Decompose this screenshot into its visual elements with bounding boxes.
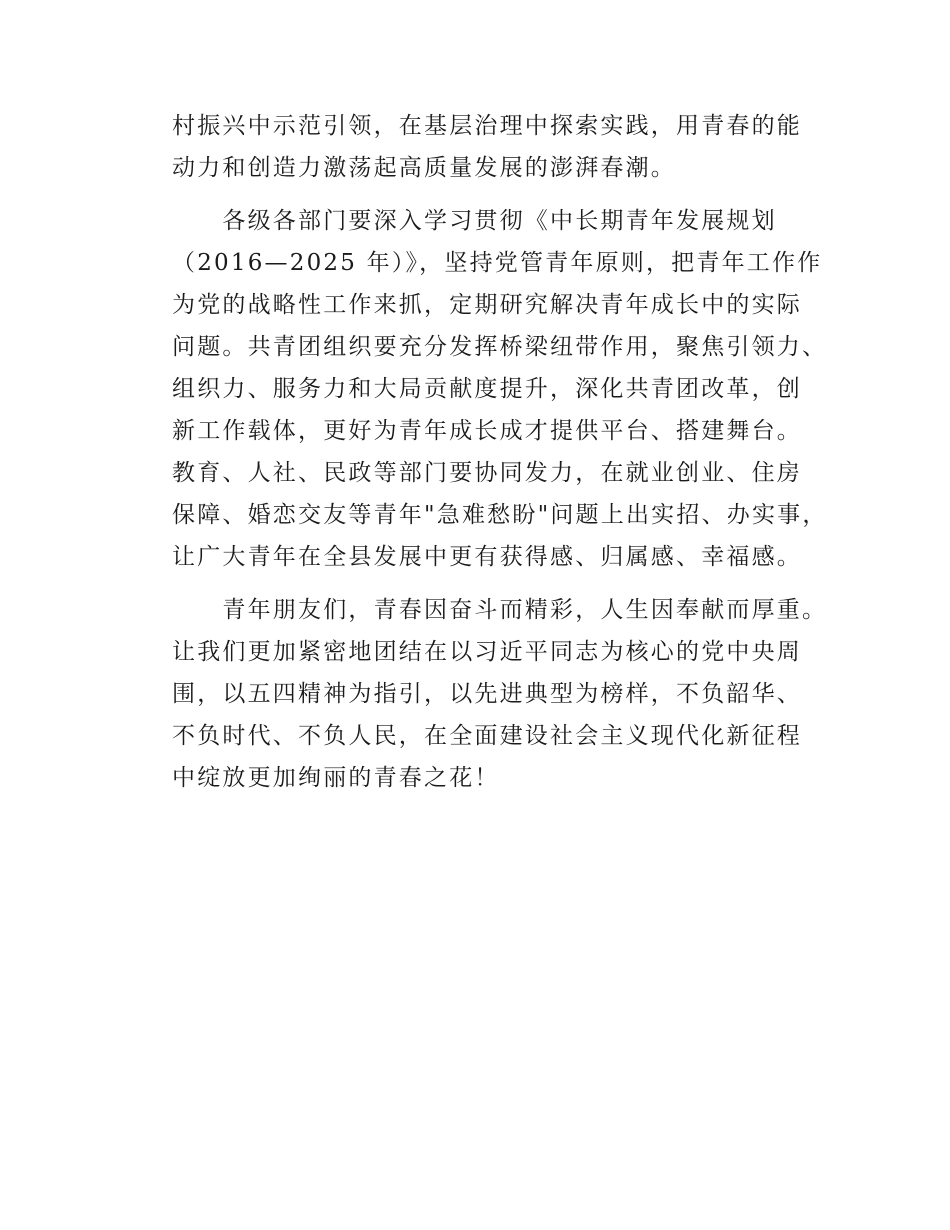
text-line: 让广大青年在全县发展中更有获得感、归属感、幸福感。 <box>172 544 802 570</box>
text-line: 青年朋友们，青春因奋斗而精彩，人生因奉献而厚重。 <box>172 597 828 623</box>
paragraph-1 <box>172 105 812 189</box>
text-line: 动力和创造力激荡起高质量发展的澎湃春潮。 <box>172 155 676 181</box>
text-line: 不负时代、不负人民，在全面建设社会主义现代化新征程 <box>172 723 802 749</box>
paragraph-3 <box>172 589 828 799</box>
text-line: 村振兴中示范引领，在基层治理中探索实践，用青春的能 <box>172 113 802 139</box>
text-line: 新工作载体，更好为青年成长成才提供平台、搭建舞台。 <box>172 418 802 444</box>
text-line: 问题。共青团组织要充分发挥桥梁纽带作用，聚焦引领力、 <box>172 334 828 360</box>
paragraph-spacing <box>172 189 812 200</box>
text-line: （2016—2025 年）》，坚持党管青年原则，把青年工作作 <box>172 250 823 276</box>
text-line: 围，以五四精神为指引，以先进典型为榜样，不负韶华、 <box>172 681 802 707</box>
text-line: 中绽放更加绚丽的青春之花！ <box>172 765 500 791</box>
document-body <box>172 105 828 799</box>
paragraph-spacing <box>172 578 812 589</box>
paragraph-2 <box>172 200 828 578</box>
text-line: 组织力、服务力和大局贡献度提升，深化共青团改革，创 <box>172 376 802 402</box>
text-line: 保障、婚恋交友等青年"急难愁盼"问题上出实招、办实事， <box>172 502 828 528</box>
text-line: 让我们更加紧密地团结在以习近平同志为核心的党中央周 <box>172 639 802 665</box>
text-line: 为党的战略性工作来抓，定期研究解决青年成长中的实际 <box>172 292 802 318</box>
text-line: 教育、人社、民政等部门要协同发力，在就业创业、住房 <box>172 460 802 486</box>
text-line: 各级各部门要深入学习贯彻《中长期青年发展规划 <box>172 208 777 234</box>
